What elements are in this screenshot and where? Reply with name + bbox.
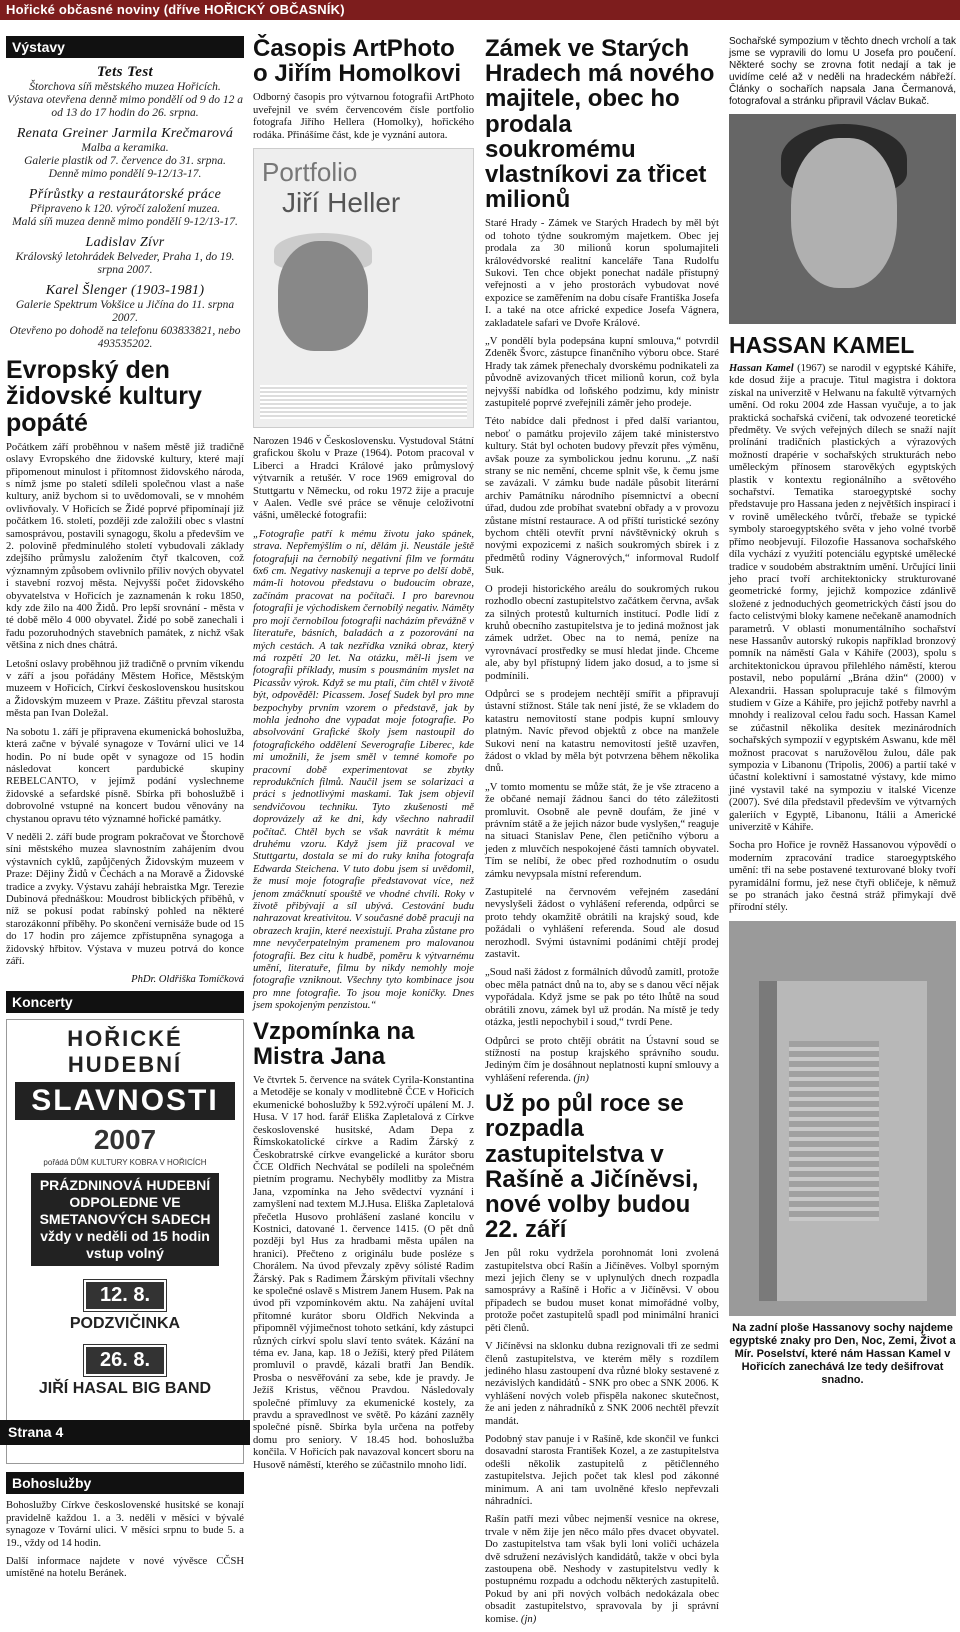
article-paragraph: „V pondělí byla podepsána kupní smlouva,“ potvrdil Zdeněk Švorc, zástupce finančního výboru obce. Staré Hrady tak zámek přenechaly dvorskému podnikateli za původně avizovaných třicet milionů korun, což byla nejvyšší nabídka od loňského podzimu, kdy ministr zastupitelé poprvé zveřejnili záměr jeho prodeje. bbox=[485, 335, 719, 409]
article-paragraph: Zastupitelé na červnovém veřejném zasedání nevyslyšeli žádost o vyhlášení referenda, odpůrci se proto tehdy okamžitě obrátili na krajský soud, kde požádali o vyhlášení referenda. Soud ale dosud nerozhodl. Svými ústavními podáními chtějí prodej zastavit. bbox=[485, 887, 719, 961]
sculpture-glyphs bbox=[789, 1041, 879, 1221]
article-paragraph-text: Rašín patří mezi vůbec nejmenší vesnice na okrese, trvale v něm žije jen něco málo přes dvacet obyvatel. Do zastupitelstva tam však byli loni voliči ucházela dvě sdružení nezávislých kandidátů, takže v obci byla zastoupena obě. Neshody v zastupitelstvu vedly k postupnému rozpadu a odchodu některých zastupitelů. Pokud by ani při nových volbách nedokázala obec obsadit zastupitelstvo, spravovala by ji správní komise. bbox=[485, 1514, 719, 1625]
poster-date: 26. 8. bbox=[84, 1345, 166, 1376]
article-paragraph: Na sobotu 1. září je připravena ekumenická bohoslužba, která začne v bývalé synagoze v Tovární ulici ve 14 hodin. Po ní bude opět v synagoze od 15 hodin následovat koncert pardubické skupiny REBELCANTO, v jejímž podání vyslechneme židovské a sefardské písně. Sbírka při bohoslužbě i dobrovolné vstupné na koncert budou věnovány na chystanou opravu této významné hořické památky. bbox=[6, 726, 244, 825]
portfolio-image bbox=[253, 148, 474, 428]
article-paragraph: O prodeji historického areálu do soukromých rukou rozhodlo obecní zastupitelstvo začátkem června, avšak za silných protestů kulturních institucí. Podle lidí z kruhů obecního zastupitelstva je to jediná možnost jak zámek udržet. Obec na to nemá, peníze na vyrovnávací prostředky se musí hledat jinde. Chceme ale, aby byl přístupný lidem jako dosud, a to jsme si podmínili. bbox=[485, 583, 719, 682]
symposium-intro: Sochařské sympozium v těchto dnech vrcholí a tak jsme se vypravili do lomu U Josefa pro poučení. Některé sochy se zrovna fotit nedají a tak je uvidíme celé až v neděli na hradeckém nábřeží. Články o sochařích napsala Jana Čermanová, fotografoval a stránku připravil Václav Bukač. bbox=[729, 36, 956, 107]
section-label-bohosluzby: Bohoslužby bbox=[6, 1472, 244, 1494]
exhibition-item bbox=[6, 235, 244, 277]
poster-subtitle: SLAVNOSTI bbox=[15, 1082, 235, 1120]
exhibition-line: Královský letohrádek Belveder, Praha 1, do 19. srpna 2007. bbox=[15, 251, 235, 276]
section-label-koncerty: Koncerty bbox=[6, 991, 244, 1013]
sculptor-bio bbox=[729, 363, 956, 834]
exhibition-title: Renata Greiner Jarmila Krečmarová bbox=[16, 126, 234, 141]
column-zamek bbox=[485, 36, 719, 1632]
service-paragraph: Bohoslužby Církve československé husitské se konají pravidelně každou 1. a 3. neděli v měsíci v bývalé synagoze v Tovární ulici. V měsíci srpnu to bude 5. a 19., vždy od 14 hodin. bbox=[6, 1500, 244, 1549]
exhibition-line: Malba a keramika. bbox=[81, 142, 169, 154]
exhibition-line: Malá síň muzea denně mimo pondělí 9-12/13-17. bbox=[12, 216, 238, 228]
article-paragraph: „V tomto momentu se může stát, že je vše ztraceno a že občané nemají žádnou šanci do této záležitosti promluvit. Osobně ale pevně doufám, že jiné v právním státě a že jejich názor bude vyslyšen,“ reaguje na situaci Stanislav Pene, člen petičního výboru a jeden z mluvčích nespokojené části tamních obyvatel. Tím se nelíbí, že obec před rozhodnutím o osudu zámku nevypsala místní referendum. bbox=[485, 781, 719, 880]
sculptor-name: Hassan Kamel bbox=[729, 363, 794, 374]
sculpture-photo bbox=[729, 921, 956, 1316]
article-quote: „Fotografie patří k mému životu jako spánek, strava. Nepřemýšlím o ní, dělám ji. Neustále ještě fotografuji na černobílý negativní film ve formátu 6x6 cm. Negativy naskenuji a teprve po delší době, mám-li hotovou představu o budoucím obraze, začínám pracovat na počítači. I pro barevnou fotografii je východiskem černobílý negativ. Náměty pro mojí černobílou fotografii nacházím převážně v literatuře, básních, baladách a z pozorování na mých cestách. A tak nezřídka vzniká obraz, který má rozpětí 20 let. Na otázku, měl-li jsem ve fotografii příklady, musím s pousmáním myslet na Picassův výrok. Když se mu ptali, čím chtěl v životě být, odpověděl: Picassem. Josef Sudek byl pro mne bezpochyby prvním vzorem o představě, jak by mohla jednoho dne vypadat moje fotografie. Po absolvování Grafické školy jsem nastoupil do fotografického oddělení Severografie Liberec, kde mi umožnili, že jsem směl v temné komoře po pracovní době experimentovat se zbytky reprodukčních filmů. Naučil jsem se solarizaci a práci s jednotlivými maskami. Tak jsem objevil sendvičovou techniku. Tyto zkušenosti mě doprovázely až ke dni, kdy všechno nahradil počítač. Chtěl bych se však navrátit k mému druhému vzoru. Když jsem již pracoval ve Stuttgartu, dostala se mi do ruky kniha fotografa Edwarda Steichena. V tuto dobu jsem si uvědomil, že musí moje fotografie představovat více, než jenom zmáčknutí spouště ve vhodné chvíli. Roky v životě přibývají a síl ubývá. Cestování budu nahrazovat kreativitou. V současné době pracuji na obrazech krajin, které neexistují. Praha zůstane pro mne nevyčerpatelným pramenem pro malovanou fotografii. Bez citu k hudbě, poměru k výtvarnému umění, literatuře, filmu by nikdy nemohly moje fotografie vzniknout. Všechny tyto kombinace jsou pro mne fotografie. To jsou moje koníčky. Dnes jsem spokojeným penzistou.“ bbox=[253, 528, 474, 1012]
article-title-zamek: Zámek ve Starých Hradech má nového majitele, obec ho prodala soukromému vlastníkovi za třicet milionů bbox=[485, 35, 715, 214]
article-paragraph: Staré Hrady - Zámek ve Starých Hradech by měl být od tohoto týdne soukromým majetkem. Obec jej prodala za 30 milionů korun spolumajiteli královédvorské realitní kanceláře Tana Rudolfu Sukovi. Ten chce objekt ponechat nadále přístupný veřejnosti a v jeho prostorách vybudovat nové expozice se zaměřením na dobu císaře Františka Josefa I. a také na otce africké expedice Josefa Vágnera, zakladatele safari ve Dvoře Králové. bbox=[485, 218, 719, 329]
article-title-zidovska-kultura: Evropský den židovské kultury popáté bbox=[6, 356, 202, 437]
column-sympozium bbox=[729, 36, 956, 1387]
article-paragraph bbox=[485, 1514, 719, 1626]
article-paragraph: Ve čtvrtek 5. července na svátek Cyrila-Konstantina a Metoděje se konaly v modlitebně ČCE v Hořicích ekumenické bohoslužby k 592.výročí upálení M. J. Husa. V 17 hod. farář Eliška Zapletalová z Církve československé husitské, Adam Depa z Římskokatolické církve a Radim Žárský z Českobratrské církve evangelické a kurátor sboru ČCE Oldřich Nechvátal se podíleli na společném pietním programu. Nechyběly modlitby za Mistra Jana, vzpomínka na Jeho svědectví vyznání i zamyšlení nad textem M.J.Husa. Eliška Zapletalová přečetla Husovo prohlášení zaslané koncilu v Kostnici, datované 1. července 1415. (O pět dnů později byl Hus za hradbami města upálen na hranici). Přečteno z originálu bude posléze s Chorálem. Na úvod převzaly zpěvy sólisté Radim Žárský. Pak s Radimem Žárským přivítali všechny ke společné oslavě s Mistrem Janem Husem. Pak na úvod při vzpomínkovém aktu. Na zahájení uvítal přítomné kurátor sboru Oldřich Nekvinda a připomněl výjimečnost tohoto setkání, kdy zástupci různých církví spolu slaví tento svátek. Kázání na téma ev. Jana, kap. 18 o Ježíši, který před Pilátem promluvil o pravdě, kázali bratři Jan Bendík. Prosba o nesvěřování za sebe, kde je pravdy. Je Ježíš Kristus, věčnou Pravdou. Následovaly společné přímluvy za ekumenické kostely, za pravdu a spravedlnost ve světě. Po kázání zazněly společné písně. Sbírka byla určena na potřeby domu pro seniory. V 18.45 hod. bohoslužba končila. V Hořicích pak navazoval koncert sboru na Husově náměstí, kterého se zúčastnilo mnoho lidí. bbox=[253, 1075, 474, 1471]
exhibition-title: Přírůstky a restaurátorské práce bbox=[28, 187, 222, 202]
sculptor-bio-text: (1967) se narodil v egyptské Káhiře, kde dosud žije a pracuje. Titul magistra i doktora získal na univerzitě v Helwanu na fakultě výtvarných umění. Od roku 2004 zde Hassan vyučuje, a to jak praktická sochařská cvičení, tak odvozené teoretické předměty. Ve svých veřejných dílech se snaží najít prolínání tradičních plastických a výrazových možností drapérie v sochařských strukturách nebo uměleckým přínosem starověkých egyptských plastik v kontextu regionálního a světového sochařství. Tematika staroegyptské sochy představuje pro Hassana jeden z největších inspirací i v rovině uměleckého tvůrčí, třebaže se typické symboly staroegyptského světa v jeho volné tvorbě přímo neobjevují. Filozofie Hassanova sochařského díla vychází z využití potenciálu egyptské umělecké tradice v soudobém abstraktním umění. Určující linii jeho prací tvoří architektonicky strukturované geometrické formy, jejichž kompozice zdánlivě složené z jednoduchých geometrických částí jsou do facto celistvými bloky kamene nečekaně anamodních parametrů. V oblasti monumentálního sochařství nese Hassanův autorský rukopis například bronzový pomník na náměstí Gala v Káhiře (2003), spolu s architektonickou úpravou přilehlého náměstí, kterou postavil, nebo populární „Brána džin“ (2000) v Alexandrii. Hassan spolupracuje také s filmovým studiem v Gíze a Káhiře, pro jejichž potřeby navrhl a mnohdy i realizoval celou řadu soch. Hassan Kamel se zúčastnil několika desítek mezinárodních sochařských sympozií v egyptském Aswanu, kde měl možnost pracovat s naružovělou žulou, dále pak sympozia v Libanonu (Tripolis, 2006) a partií také v účastní kolektivní i samostatné výstavy, kde mimo jiné vystavil také na sympoziu v italské Vicenze (2007). Své díla představil především ve výtvarných galeriích v Egyptě, Libanonu, Itálii a Americké univerzitě v Káhiře. bbox=[729, 363, 956, 834]
portrait-face bbox=[278, 241, 368, 351]
sculptor-heading: HASSAN KAMEL bbox=[729, 332, 915, 358]
poster-organizer: pořádá DŮM KULTURY KOBRA V HOŘICÍCH bbox=[43, 1158, 207, 1168]
sculptor-paragraph: Socha pro Hořice je rovněž Hassanovou výpovědí o moderním zpracování tradice staroegyptského umění: tři na sebe postavené texturované bloky tvoří pyramidální formu, jež nese čtyři obličeje, k němuž se po stranách jako čestná stráž přimykají dvě přírodní stély. bbox=[729, 840, 956, 914]
column-events bbox=[6, 36, 244, 1587]
article-paragraph: Podobný stav panuje i v Rašíně, kde skončil ve funkci dosavadní starosta František Kozel, a ze zastupitelstva odešli několik zastupitelů z pětičlenného zastupitelstva. Jejich počet tak klesl pod zákonné minimum. A ani tam uvolněné křeslo nepřevzali náhradníci. bbox=[485, 1433, 719, 1507]
article-paragraph: V Jičíněvsi na sklonku dubna rezignovali tři ze sedmi členů zastupitelstva, ve kterém měly s rozdílem jediného hlasu zastoupení dva různé bloky sestavené z nezávislých kandidátů - SNK pro obec a SNK 2006. K vyhlášení nových voleb přispěla nakonec skutečnost, že ani jeden z náhradníků z SNK 2006 nechtěl převzít mandát. bbox=[485, 1341, 719, 1427]
article-paragraph: Narozen 1946 v Československu. Vystudoval Státní grafickou školu v Praze (1964). Potom pracoval v Liberci a Hradci Králové jako průmyslový výtvarník a retušér. V roce 1969 emigroval do Stuttgartu v Německu, od roku 1972 žije a pracuje v Aalen. Vedle své práce se věnuje celoživotní vášni, umělecké fotografii: bbox=[253, 436, 474, 522]
exhibition-line: Denně mimo pondělí 9-12/13-17. bbox=[48, 168, 202, 180]
article-signature: (jn) bbox=[520, 1613, 537, 1625]
exhibition-title: Ladislav Zívr bbox=[85, 235, 165, 250]
article-paragraph-text: Odpůrci se proto chtějí obrátit na Ústavní soud se stížností na postup krajského správního soudu. Jediným čím je dosáhnout neplatnosti kupní smlouvy a vyhlášení referenda. bbox=[485, 1035, 719, 1084]
exhibition-line: Otevřeno po dohodě na telefonu 603833821, nebo 493535202. bbox=[9, 325, 241, 350]
exhibition-item bbox=[6, 64, 244, 120]
exhibition-item bbox=[6, 126, 244, 181]
exhibition-line: Galerie plastik od 7. července do 31. srpna. bbox=[24, 155, 226, 167]
exhibition-title: Karel Šlenger (1903-1981) bbox=[45, 283, 205, 298]
exhibition-line: Výstava otevřena denně mimo pondělí od 9 do 12 a od 13 do 17 hodin do 26. srpna. bbox=[6, 94, 244, 119]
poster-band-text: PRÁZDNINOVÁ HUDEBNÍ ODPOLEDNE VE SMETANOVÝCH SADECH vždy v neděli od 15 hodin vstup volný bbox=[31, 1173, 219, 1266]
column-artphoto bbox=[253, 36, 474, 1478]
exhibition-line: Galerie Spektrum Vokšice u Jičína do 11. srpna 2007. bbox=[15, 299, 235, 324]
article-title-artphoto: Časopis ArtPhoto o Jiřím Homolkovi bbox=[253, 35, 462, 88]
portfolio-word: Portfolio bbox=[262, 157, 358, 187]
article-title-volby: Už po půl roce se rozpadla zastupitelstva v Rašíně a Jičíněvsi, nové volby budou 22. září bbox=[485, 1090, 699, 1244]
portfolio-fine-print bbox=[260, 385, 467, 419]
portfolio-name: Jiří Heller bbox=[282, 187, 401, 218]
service-paragraph: Další informace najdete v nové vývěsce CČSH umístěné na hotelu Beránek. bbox=[6, 1556, 244, 1580]
article-paragraph: V neděli 2. září bude program pokračovat ve Štorchově síni městského muzea slavnostním zahájením dvou výstavních cyklů, zapůjčených Židovským muzeem v Praze: Dějiny Židů v Čechách a na Moravě a Židovské tradice a zvyky. Výstavu zahájí hebraistka Mgr. Terezie Dubinová přednáškou: Moudrost biblických příběhů, v níž se pokusí podat rabínský pohled na některé starozákonní příběhy. Po skončení vernisáže bude od 15 do 17 hodin pro zájemce zpřístupněna synagoga a židovský hřbitov. Výstava v muzeu potrvá do konce září. bbox=[6, 831, 244, 967]
article-paragraph: „Soud naši žádost z formálních důvodů zamítl, protože obec měla patnáct dnů na to, aby se s danou věcí nějak vypořádala. Když jsme se pak po této lhůtě na soud obrátili znovu, zámek byl už prodán. Na místě je tedy otázka, jestli nepochybil i soud,“ tvrdí Pene. bbox=[485, 967, 719, 1029]
article-intro: Odborný časopis pro výtvarnou fotografii ArtPhoto uveřejnil ve svém červencovém čísle portfolio fotografa Jiřího Hellera (Homolky), hořického rodáka. Přinášíme část, kde je vyznání autora. bbox=[253, 92, 474, 141]
article-signature: PhDr. Oldřiška Tomíčková bbox=[131, 974, 244, 986]
article-signature: (jn) bbox=[573, 1072, 589, 1084]
exhibition-line: Štorchova síň městského muzea Hořicích. bbox=[29, 81, 221, 93]
concert-poster bbox=[6, 1019, 244, 1464]
article-paragraph bbox=[485, 1036, 719, 1086]
poster-title: HOŘICKÉ HUDEBNÍ bbox=[67, 1026, 183, 1078]
exhibition-title: Tets Test bbox=[96, 64, 154, 80]
article-paragraph: Jen půl roku vydržela porohnomát loni zvolená zastupitelstva obcí Rašín a Jičíněves. Volbyl sporným mezi jejich členy se v uplynulých dnech rozpadla samosprávy a Rašíně i Hořic a v Jičíněvsi. V obou případech se budou muset konat mimořádné volby, protože počet zastupitelů spadl pod minimální hranici pěti členů. bbox=[485, 1248, 719, 1334]
article-title-mistr-jan: Vzpomínka na Mistra Jana bbox=[253, 1017, 415, 1070]
poster-date: 12. 8. bbox=[84, 1280, 166, 1311]
poster-performer: PODZVIČINKA bbox=[69, 1315, 181, 1333]
exhibition-line: Připraveno k 120. výročí založení muzea. bbox=[29, 203, 221, 215]
newspaper-header bbox=[0, 0, 960, 20]
exhibition-item bbox=[6, 283, 244, 351]
article-paragraph: Letošní oslavy proběhnou již tradičně o prvním víkendu v září a jsou pořádány Městem Hořice, Městským muzeem v Hořicích, Církví československou husitskou a Židovským muzeem v Praze. Záštitu převzal starosta města pan Ivan Doležal. bbox=[6, 658, 245, 720]
sculptor-photo bbox=[729, 114, 956, 324]
page-number: Strana 4 bbox=[0, 1420, 250, 1445]
article-paragraph: Počátkem září proběhnou v našem městě již tradičně oslavy Evropského dne židovské kultury, které mají připomenout minulost i přítomnost židovského národa, s nímž jsme po staletí sdíleli společnou vlast a naše kultury, aniž bychom si to uvědomovali, se v mnohém ovlivňovaly. V Hořicích se Židé poprvé připomínají již počátkem 16. století, později zde založili obec s vlastní samosprávou, postavili synagogu, školu a především ve 2. polovině předminulého století vybudovali základy zdejšího průmyslu založením čtyř tkalcoven, což významným způsobem ovlivnilo příliv nových obyvatel i stavební rozvoj města. Nejvyšší počet židovského obyvatelstva v Hořicích je zaznamenán k roku 1850, kdy zde žilo na 400 Židů. Pro lepší srovnání - města v té době mělo 4 000 obyvatel. Židé po sobě zanechali i řadu pozoruhodných stavebních památek, z nichž však většina z nich dnes chátrá. bbox=[6, 441, 244, 652]
exhibition-item bbox=[6, 187, 244, 229]
poster-performer: JIŘÍ HASAL BIG BAND bbox=[38, 1380, 212, 1398]
photo-caption: Na zadní ploše Hassanovy sochy najdeme egyptské znaky pro Den, Noc, Zemi, Život a Mír. Poselství, které nám Hassan Kamel v Hořicích zanechává lze tedy dešifrovat snadno. bbox=[729, 1321, 956, 1386]
photo-face bbox=[791, 138, 897, 288]
newspaper-title: Hořické občasné noviny (dříve HOŘICKÝ OBČASNÍK) bbox=[6, 2, 345, 17]
poster-year: 2007 bbox=[93, 1124, 157, 1156]
section-label-vystavy: Výstavy bbox=[6, 36, 244, 58]
article-paragraph: Této nabídce dali přednost i před další variantou, neboť o památku projevilo zájem také ministerstvo kultury. Stát byl ochoten budovy převzít přes výměnu, avšak pouze za symbolickou jednu korunu. „Z naší strany se nic nemění, chceme splnit vše, k čemu jsme se zavázali. V zámku bude nadále působit literární archiv Památníku národního písemnictví a obecní úřad, dudou zde probíhat svatební obřady a v provozu zůstane místní restaurace. A od příští turistické sezóny bychom chtěli otevřít první návštěvnický okruh s novými expozicemi z našich soukromých sbírek i z předmětů rodiny Vágnerových,“ informoval Rudolf Suk. bbox=[485, 416, 719, 577]
article-paragraph: Odpůrci se s prodejem nechtějí smířit a připravují ústavní stížnost. Stále tak není jisté, že se vkladem do katastru nemovitostí stane podpis kupní smlouvy platným. Navíc převod objektů z obce na manžele Sukovi není na katastru nemovitostí ještě uzavřen, žádost o vklad by měla být potvrzena během několika dnů. bbox=[485, 688, 719, 775]
